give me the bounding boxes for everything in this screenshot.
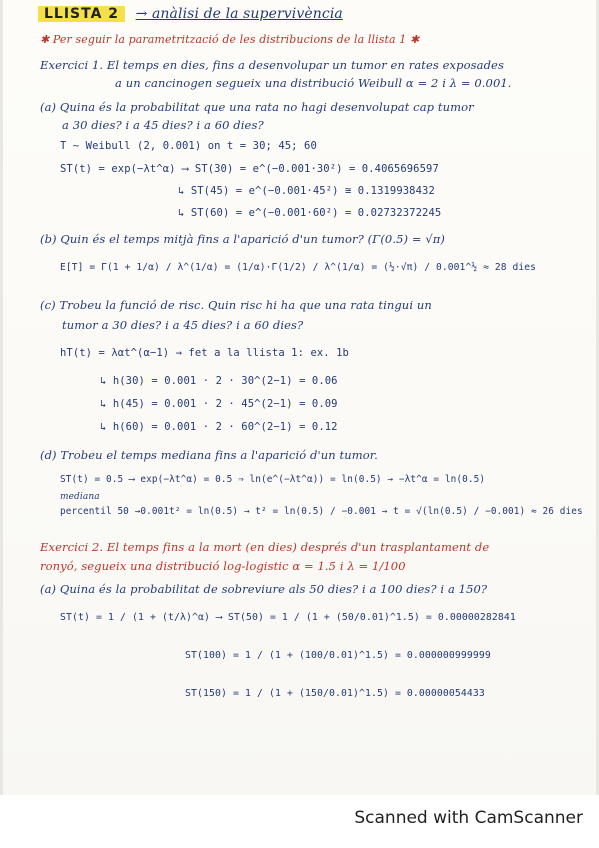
median-label: mediana — [60, 492, 100, 502]
title-line — [38, 6, 343, 22]
hazard-45: ↳ h(45) = 0.001 · 2 · 45^(2−1) = 0.09 — [100, 398, 338, 410]
question-1c: (c) Trobeu la funció de risc. Quin risc hi ha que una rata tingui un — [40, 298, 432, 312]
answer-st150: ST(150) = 1 / (1 + (150/0.01)^1.5) = 0.00000054433 — [185, 688, 485, 699]
hazard-30: ↳ h(30) = 0.001 · 2 · 30^(2−1) = 0.06 — [100, 375, 338, 387]
question-2a: (a) Quina és la probabilitat de sobreviure als 50 dies? i a 100 dies? i a 150? — [40, 582, 488, 596]
scanner-footer — [0, 808, 599, 828]
hazard-60: ↳ h(60) = 0.001 · 2 · 60^(2−1) = 0.12 — [100, 421, 338, 433]
question-1c-cont: tumor a 30 dies? i a 45 dies? i a 60 dies? — [62, 318, 304, 332]
answer-st30: ST(t) = exp(−λt^α) ⟶ ST(30) = e^(−0.001·30²) = 0.4065696597 — [60, 163, 439, 175]
exercise-1-statement: Exercici 1. El temps en dies, fins a desenvolupar un tumor en rates exposades — [40, 58, 504, 72]
page-edge — [0, 0, 3, 795]
question-1a: (a) Quina és la probabilitat que una rata no hagi desenvolupat cap tumor — [40, 100, 474, 114]
answer-st50: ST(t) = 1 / (1 + (t/λ)^α) ⟶ ST(50) = 1 / (1 + (50/0.01)^1.5) = 0.00000282841 — [60, 612, 516, 623]
hazard-function: hT(t) = λαt^(α−1) → fet a la llista 1: ex. 1b — [60, 347, 349, 359]
exercise-2-statement: Exercici 2. El temps fins a la mort (en dies) després d'un trasplantament de — [40, 540, 490, 554]
answer-st60: ↳ ST(60) = e^(−0.001·60²) = 0.02732372245 — [178, 207, 442, 219]
median-answer: percentil 50 →0.001t² = ln(0.5) → t² = ln(0.5) / −0.001 → t = √(ln(0.5) / −0.001) ≈ 26 dies — [60, 506, 583, 517]
answer-st100: ST(100) = 1 / (1 + (100/0.01)^1.5) = 0.000000999999 — [185, 650, 491, 661]
question-1a-cont: a 30 dies? i a 45 dies? i a 60 dies? — [62, 118, 264, 132]
answer-st45: ↳ ST(45) = e^(−0.001·45²) ≅ 0.1319938432 — [178, 185, 435, 197]
distribution-line: T ~ Weibull (2, 0.001) on t = 30; 45; 60 — [60, 140, 317, 152]
scanner-footer-text: Scanned with CamScanner — [354, 808, 583, 828]
title-label: LLISTA 2 — [38, 6, 125, 22]
question-1b: (b) Quin és el temps mitjà fins a l'aparició d'un tumor? (Γ(0.5) = √π) — [40, 232, 446, 246]
note-line: ✱ Per seguir la parametrització de les distribucions de la llista 1 ✱ — [40, 33, 420, 46]
title-rest: → anàlisi de la supervivència — [135, 6, 343, 22]
median-equation: ST(t) = 0.5 ⟶ exp(−λt^α) = 0.5 ⇒ ln(e^(−λt^α)) = ln(0.5) → −λt^α = ln(0.5) — [60, 474, 486, 485]
exercise-2-statement-cont: ronyó, segueix una distribució log-logistic α = 1.5 i λ = 1/100 — [40, 559, 406, 573]
question-1d: (d) Trobeu el temps mediana fins a l'aparició d'un tumor. — [40, 448, 378, 462]
exercise-1-statement-cont: a un cancinogen segueix una distribució Weibull α = 2 i λ = 0.001. — [115, 76, 512, 90]
answer-mean-time: E[T] = Γ(1 + 1/α) / λ^(1/α) = (1/α)·Γ(1/2) / λ^(1/α) = (½·√π) / 0.001^½ ≈ 28 dies — [60, 262, 536, 273]
